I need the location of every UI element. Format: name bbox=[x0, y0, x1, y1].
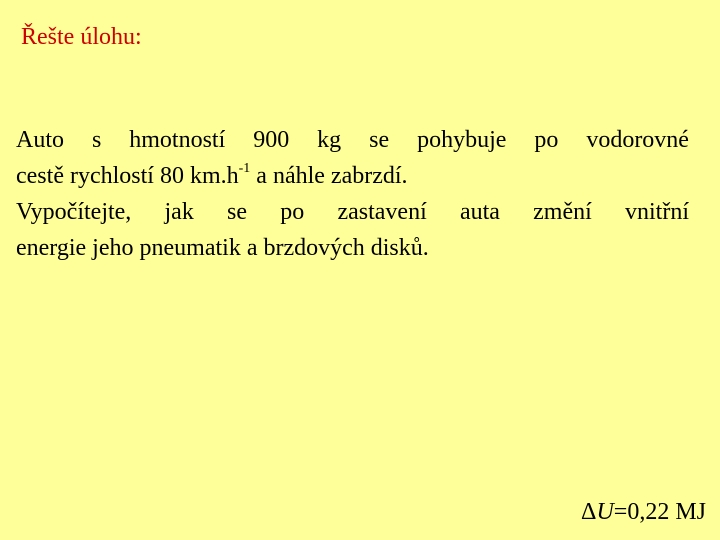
problem-word: vnitřní bbox=[624, 199, 689, 225]
speed-text: cestě rychlostí 80 km.h bbox=[16, 163, 239, 189]
slide-title: Řešte úlohu: bbox=[21, 24, 142, 50]
problem-line-1 bbox=[16, 122, 689, 158]
problem-word: 900 bbox=[253, 127, 290, 153]
problem-word: po bbox=[280, 199, 305, 225]
problem-word: jak bbox=[164, 199, 194, 225]
delta-symbol: Δ bbox=[581, 499, 597, 525]
problem-word: kg bbox=[317, 127, 342, 153]
answer-value: =0,22 MJ bbox=[613, 499, 706, 525]
problem-line-4: energie jeho pneumatik a brzdových disků. bbox=[16, 235, 429, 261]
problem-word: se bbox=[369, 127, 390, 153]
answer bbox=[581, 496, 706, 528]
unit-exponent: -1 bbox=[238, 161, 251, 176]
problem-word: se bbox=[227, 199, 248, 225]
problem-word: Vypočítejte, bbox=[16, 199, 132, 225]
problem-text bbox=[16, 122, 689, 266]
energy-variable: U bbox=[596, 499, 614, 525]
problem-word: změní bbox=[533, 199, 592, 225]
problem-word: hmotností bbox=[129, 127, 226, 153]
braking-text: a náhle zabrzdí. bbox=[250, 163, 408, 189]
problem-word: vodorovné bbox=[586, 127, 689, 153]
problem-line-2 bbox=[16, 158, 689, 194]
problem-word: zastavení bbox=[337, 199, 427, 225]
problem-word: auta bbox=[459, 199, 500, 225]
problem-line-3 bbox=[16, 194, 689, 230]
problem-word: po bbox=[534, 127, 559, 153]
problem-word: s bbox=[91, 127, 102, 153]
problem-word: Auto bbox=[16, 127, 64, 153]
problem-word: pohybuje bbox=[417, 127, 507, 153]
